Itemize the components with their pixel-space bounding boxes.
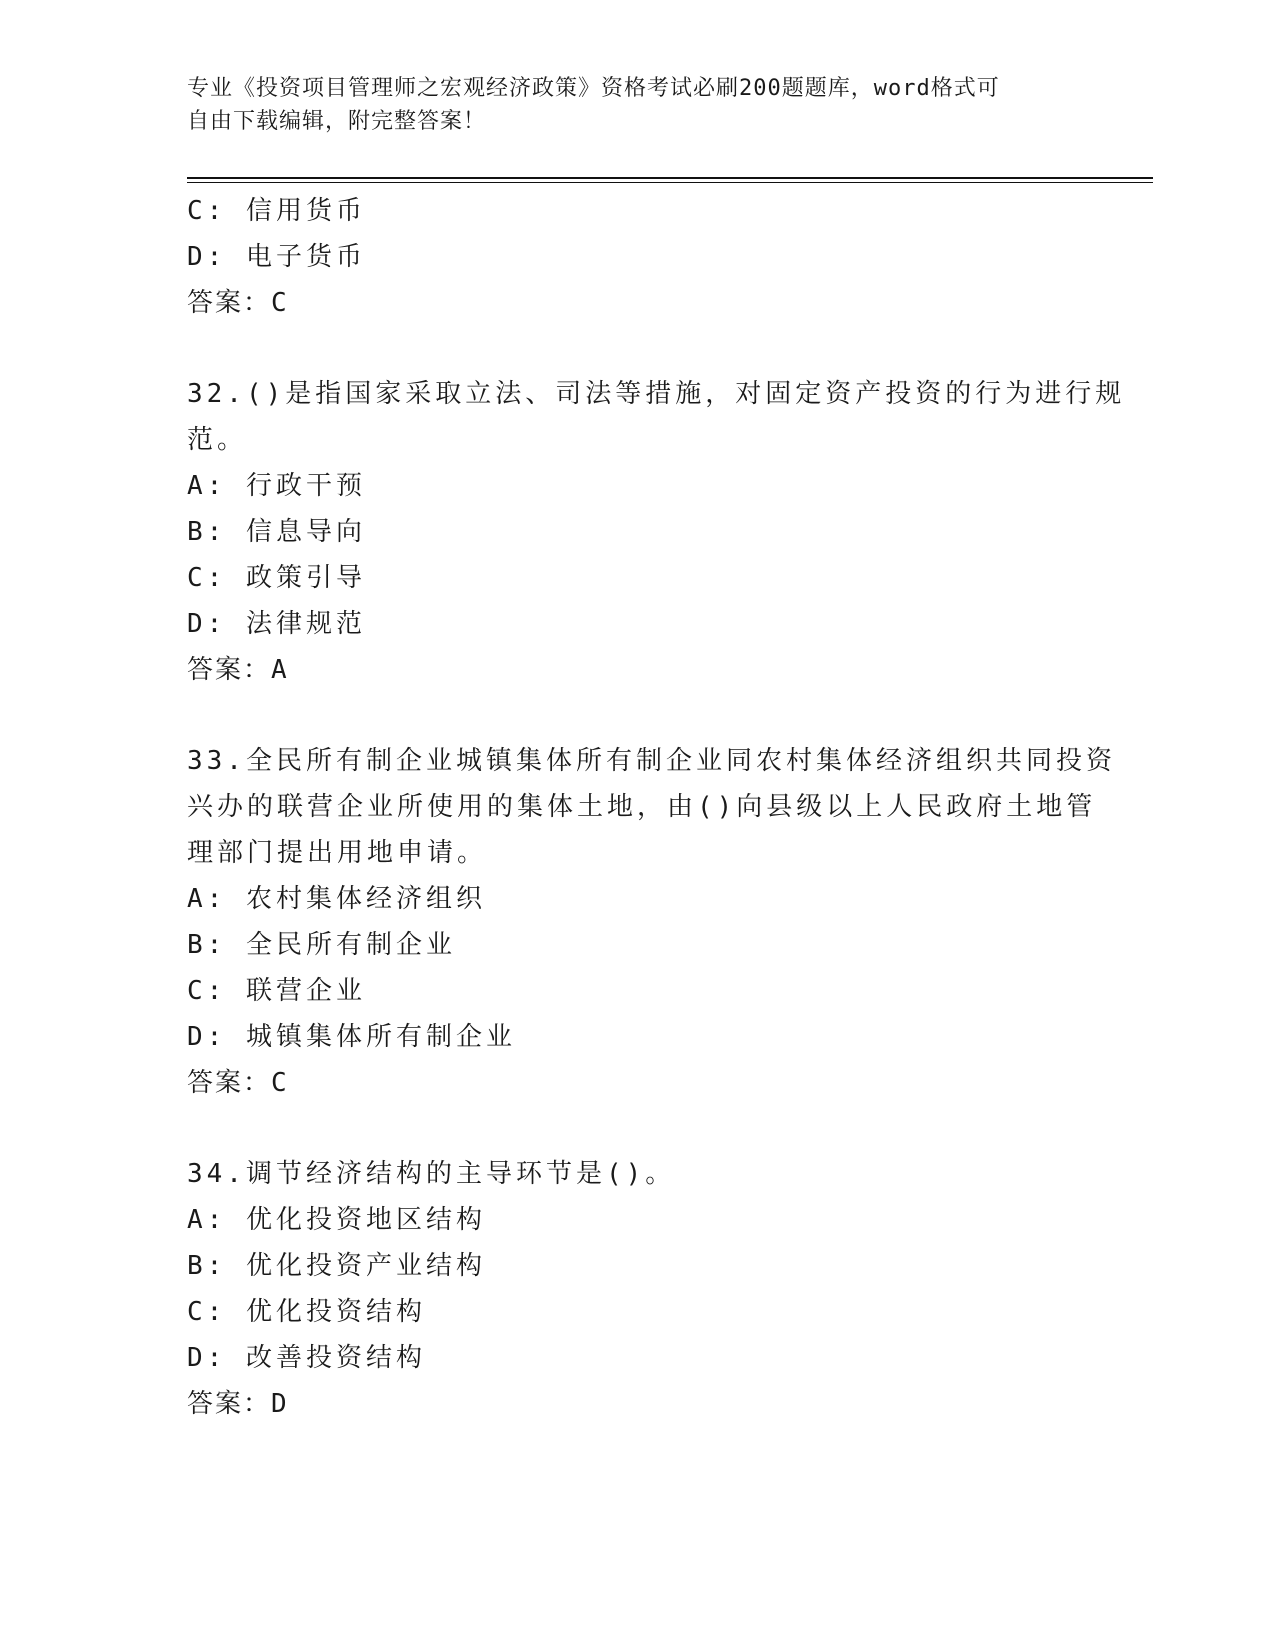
question-list	[187, 188, 1126, 1427]
option-d: D: 电子货币	[187, 242, 366, 272]
option-d: D: 法律规范	[187, 609, 366, 639]
answer: 答案：C	[187, 288, 289, 318]
header-rule-thick	[187, 177, 1153, 179]
option-b: B: 全民所有制企业	[187, 930, 456, 960]
spacer	[187, 1106, 1087, 1151]
answer: 答案：C	[187, 1068, 289, 1098]
option-d: D: 城镇集体所有制企业	[187, 1022, 516, 1052]
option-a: A: 行政干预	[187, 471, 366, 501]
question-stem-cont: 范。	[187, 425, 248, 455]
option-a: A: 农村集体经济组织	[187, 884, 486, 914]
option-b: B: 信息导向	[187, 517, 366, 547]
header-line-2: 自由下载编辑，附完整答案！	[187, 109, 487, 134]
question-34	[187, 1151, 1087, 1427]
option-c: C: 政策引导	[187, 563, 366, 593]
option-b: B: 优化投资产业结构	[187, 1251, 486, 1281]
option-a: A: 优化投资地区结构	[187, 1205, 486, 1235]
question-stem-cont: 理部门提出用地申请。	[187, 838, 488, 868]
question-stem-cont: 兴办的联营企业所使用的集体土地，由()向县级以上人民政府土地管	[187, 792, 1097, 822]
spacer	[187, 326, 1087, 371]
option-c: C: 信用货币	[187, 196, 366, 226]
answer: 答案：D	[187, 1389, 289, 1419]
document-header	[187, 72, 1067, 138]
answer: 答案：A	[187, 655, 289, 685]
option-c: C: 优化投资结构	[187, 1297, 426, 1327]
question-31-tail	[187, 188, 1087, 326]
header-line-1: 专业《投资项目管理师之宏观经济政策》资格考试必刷200题题库，word格式可	[187, 76, 1000, 101]
question-stem: 32.()是指国家采取立法、司法等措施，对固定资产投资的行为进行规	[187, 379, 1126, 409]
question-stem: 34.调节经济结构的主导环节是()。	[187, 1159, 676, 1189]
spacer	[187, 693, 1087, 738]
option-d: D: 改善投资结构	[187, 1343, 426, 1373]
question-stem: 33.全民所有制企业城镇集体所有制企业同农村集体经济组织共同投资	[187, 746, 1116, 776]
question-33	[187, 738, 1116, 1106]
option-c: C: 联营企业	[187, 976, 366, 1006]
header-rule-thin	[187, 182, 1153, 183]
question-32	[187, 371, 1126, 693]
